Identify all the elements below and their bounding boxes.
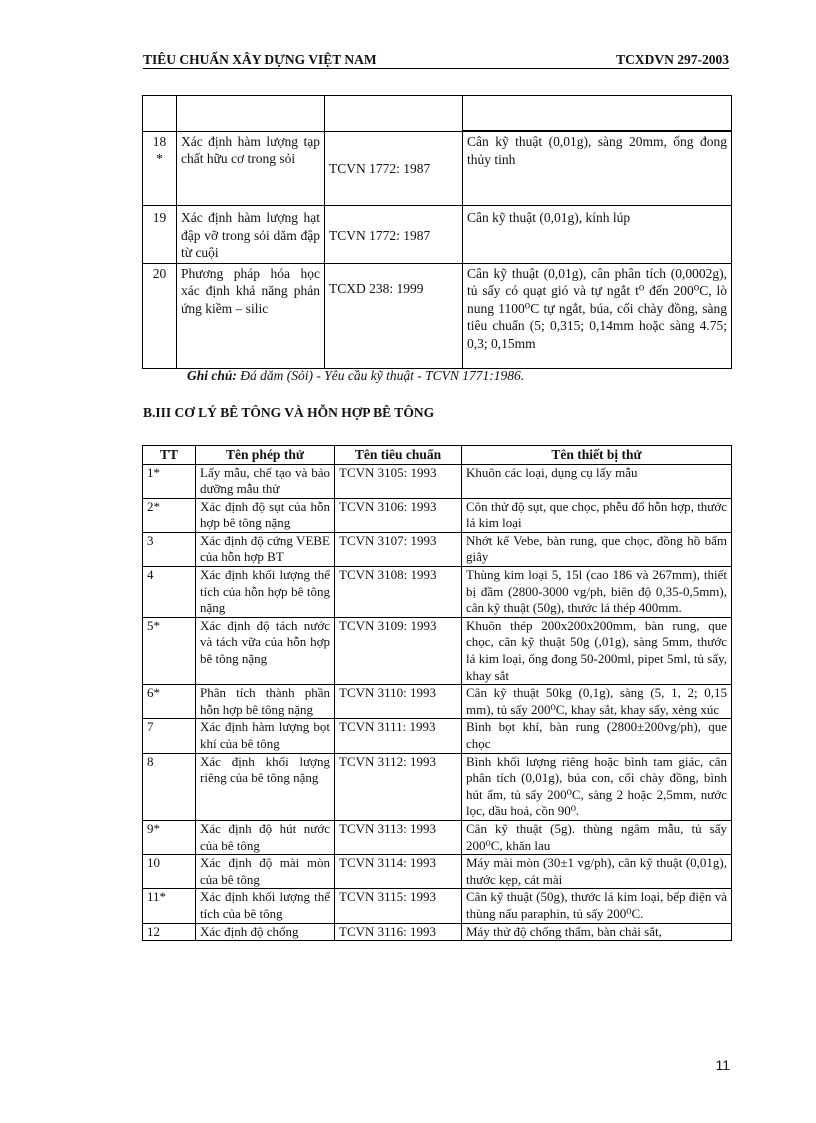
cell-standard: TCVN 3110: 1993 [335,685,462,719]
page-header [143,50,729,68]
cell-no: 7 [143,719,196,753]
cell-no: 12 [143,923,196,941]
cell-test [177,96,325,132]
section-title: B.III CƠ LÝ BÊ TÔNG VÀ HỖN HỢP BÊ TÔNG [143,405,435,420]
table-row [143,206,732,264]
cell-test: Xác định hàm lượng tạp chất hữu cơ trong sỏi [177,131,325,206]
cell-no: 1* [143,464,196,498]
header-title: TIÊU CHUẨN XÂY DỰNG VIỆT NAM [143,52,377,67]
table-row [143,923,732,941]
cell-standard: TCVN 3106: 1993 [335,498,462,532]
cell-standard: TCVN 3105: 1993 [335,464,462,498]
cell-no: 20 [143,263,177,368]
cell-test: Phân tích thành phần hỗn hợp bê tông nặng [196,685,335,719]
header-code: TCXDVN 297-2003 [616,52,729,67]
cell-standard: TCVN 1772: 1987 [325,206,463,264]
header-standard: Tên tiêu chuẩn [335,446,462,465]
cell-standard: TCVN 3113: 1993 [335,820,462,854]
cell-equipment: Côn thử độ sụt, que chọc, phễu đổ hỗn hợp, thước lá kim loại [462,498,732,532]
cell-test: Xác định độ hút nước của bê tông [196,820,335,854]
cell-equipment: Cân kỹ thuật (5g). thùng ngâm mẫu, tủ sấy 200⁰C, khăn lau [462,820,732,854]
cell-equipment: Máy mài mòn (30±1 vg/ph), cân kỹ thuật (0,01g), thước kẹp, cát mài [462,855,732,889]
cell-no: 6* [143,685,196,719]
table-row [143,855,732,889]
table-row [143,820,732,854]
cell-no: 9* [143,820,196,854]
cell-standard: TCVN 3107: 1993 [335,532,462,566]
table-row [143,532,732,566]
cell-equipment: Máy thử độ chống thấm, bàn chải sắt, [462,923,732,941]
cell-equipment: Cân kỹ thuật (50g), thước lá kim loại, bếp điện và thùng nấu paraphin, tủ sấy 200⁰C. [462,889,732,923]
cell-test: Xác định hàm lượng bọt khí của bê tông [196,719,335,753]
cell-test: Xác định độ cứng VEBE của hỗn hợp BT [196,532,335,566]
cell-test: Xác định khối lượng thể tích của bê tông [196,889,335,923]
cell-test: Xác định khối lượng thể tích của hỗn hợp bê tông nặng [196,567,335,618]
cell-equipment: Nhớt kế Vebe, bàn rung, que chọc, đồng hồ bấm giây [462,532,732,566]
table-row [143,96,732,132]
table-row [143,685,732,719]
cell-standard: TCVN 3116: 1993 [335,923,462,941]
table-row [143,567,732,618]
table-row [143,889,732,923]
cell-equipment: Bình khối lượng riêng hoặc bình tam giác, cân phân tích (0,01g), búa con, cối chày đồng, bình hút ẩm, tủ sấy 200⁰C, sàng 2 hoặc 2,5mm, nước lọc, dầu hoả, cồn 90⁰. [462,753,732,820]
note-text: Đá dăm (Sỏi) - Yêu cầu kỹ thuật - TCVN 1771:1986. [236,368,525,383]
table-row [143,617,732,684]
cell-no: 19 [143,206,177,264]
table-note [187,368,524,384]
cell-equipment: Khuôn các loại, dụng cụ lấy mẫu [462,464,732,498]
cell-equipment: Cân kỹ thuật (0,01g), kính lúp [463,206,732,264]
cell-equipment: Bình bọt khí, bàn rung (2800±200vg/ph), que chọc [462,719,732,753]
table-header-row [143,446,732,465]
header-test: Tên phép thử [196,446,335,465]
cell-equipment: Thùng kim loại 5, 15l (cao 186 và 267mm), thiết bị đầm (2800-3000 vg/ph, biên độ 0,35-0,5mm), cân kỹ thuật (50g), thước lá thép 400mm. [462,567,732,618]
cell-equipment: Cân kỹ thuật (0,01g), cân phân tích (0,0002g), tủ sấy có quạt gió và tự ngắt t⁰ đến 200⁰C, lò nung 1100⁰C tự ngắt, búa, cối chày đồng, sàng tiêu chuẩn (5; 0,315; 0,14mm hoặc sàng 4.75; 0,3; 0,15mm [463,263,732,368]
cell-standard: TCVN 3111: 1993 [335,719,462,753]
cell-standard: TCVN 1772: 1987 [325,131,463,206]
header-no: TT [143,446,196,465]
cell-equipment: Cân kỹ thuật 50kg (0,1g), sàng (5, 1, 2; 0,15 mm), tủ sấy 200⁰C, khay sắt, khay sấy, xẻng xúc [462,685,732,719]
cell-standard: TCVN 3114: 1993 [335,855,462,889]
cell-test: Xác định độ mài mòn của bê tông [196,855,335,889]
cell-standard: TCXD 238: 1999 [325,263,463,368]
cell-no: 18 * [143,131,177,206]
concrete-tests-table [142,445,732,941]
cell-standard: TCVN 3112: 1993 [335,753,462,820]
cell-no: 11* [143,889,196,923]
cell-test: Lấy mẫu, chế tạo và bảo dưỡng mẫu thử [196,464,335,498]
cell-standard: TCVN 3109: 1993 [335,617,462,684]
page-number: 11 [715,1057,730,1073]
table-row [143,131,732,206]
cell-standard [325,96,463,132]
cell-standard: TCVN 3108: 1993 [335,567,462,618]
aggregate-tests-table-continued [142,95,732,369]
cell-no: 10 [143,855,196,889]
cell-test: Xác định độ chống [196,923,335,941]
cell-standard: TCVN 3115: 1993 [335,889,462,923]
cell-test: Xác định khối lượng riêng của bê tông nặng [196,753,335,820]
cell-equipment: Khuôn thép 200x200x200mm, bàn rung, que chọc, cân kỹ thuật 50g (,01g), sàng 5mm, thước lá kim loại, ống đong 50-200ml, pipet 5ml, tủ sấy, khay sắt [462,617,732,684]
header-equipment: Tên thiết bị thử [462,446,732,465]
table-row [143,498,732,532]
header-rule [143,68,729,69]
cell-test: Xác định độ tách nước và tách vữa của hỗn hợp bê tông nặng [196,617,335,684]
cell-equipment [463,96,732,132]
table-row [143,263,732,368]
cell-test: Xác định hàm lượng hạt đập vỡ trong sỏi dăm đập từ cuội [177,206,325,264]
table-row [143,753,732,820]
cell-equipment: Cân kỹ thuật (0,01g), sàng 20mm, ống đong thủy tinh [463,131,732,206]
cell-no: 2* [143,498,196,532]
note-label: Ghi chú: [187,368,237,383]
cell-test: Xác định độ sụt của hỗn hợp bê tông nặng [196,498,335,532]
cell-no: 8 [143,753,196,820]
table-row [143,464,732,498]
cell-no: 5* [143,617,196,684]
cell-test: Phương pháp hóa học xác định khả năng phản ứng kiềm – silic [177,263,325,368]
cell-no: 3 [143,532,196,566]
cell-no [143,96,177,132]
cell-no: 4 [143,567,196,618]
table-row [143,719,732,753]
